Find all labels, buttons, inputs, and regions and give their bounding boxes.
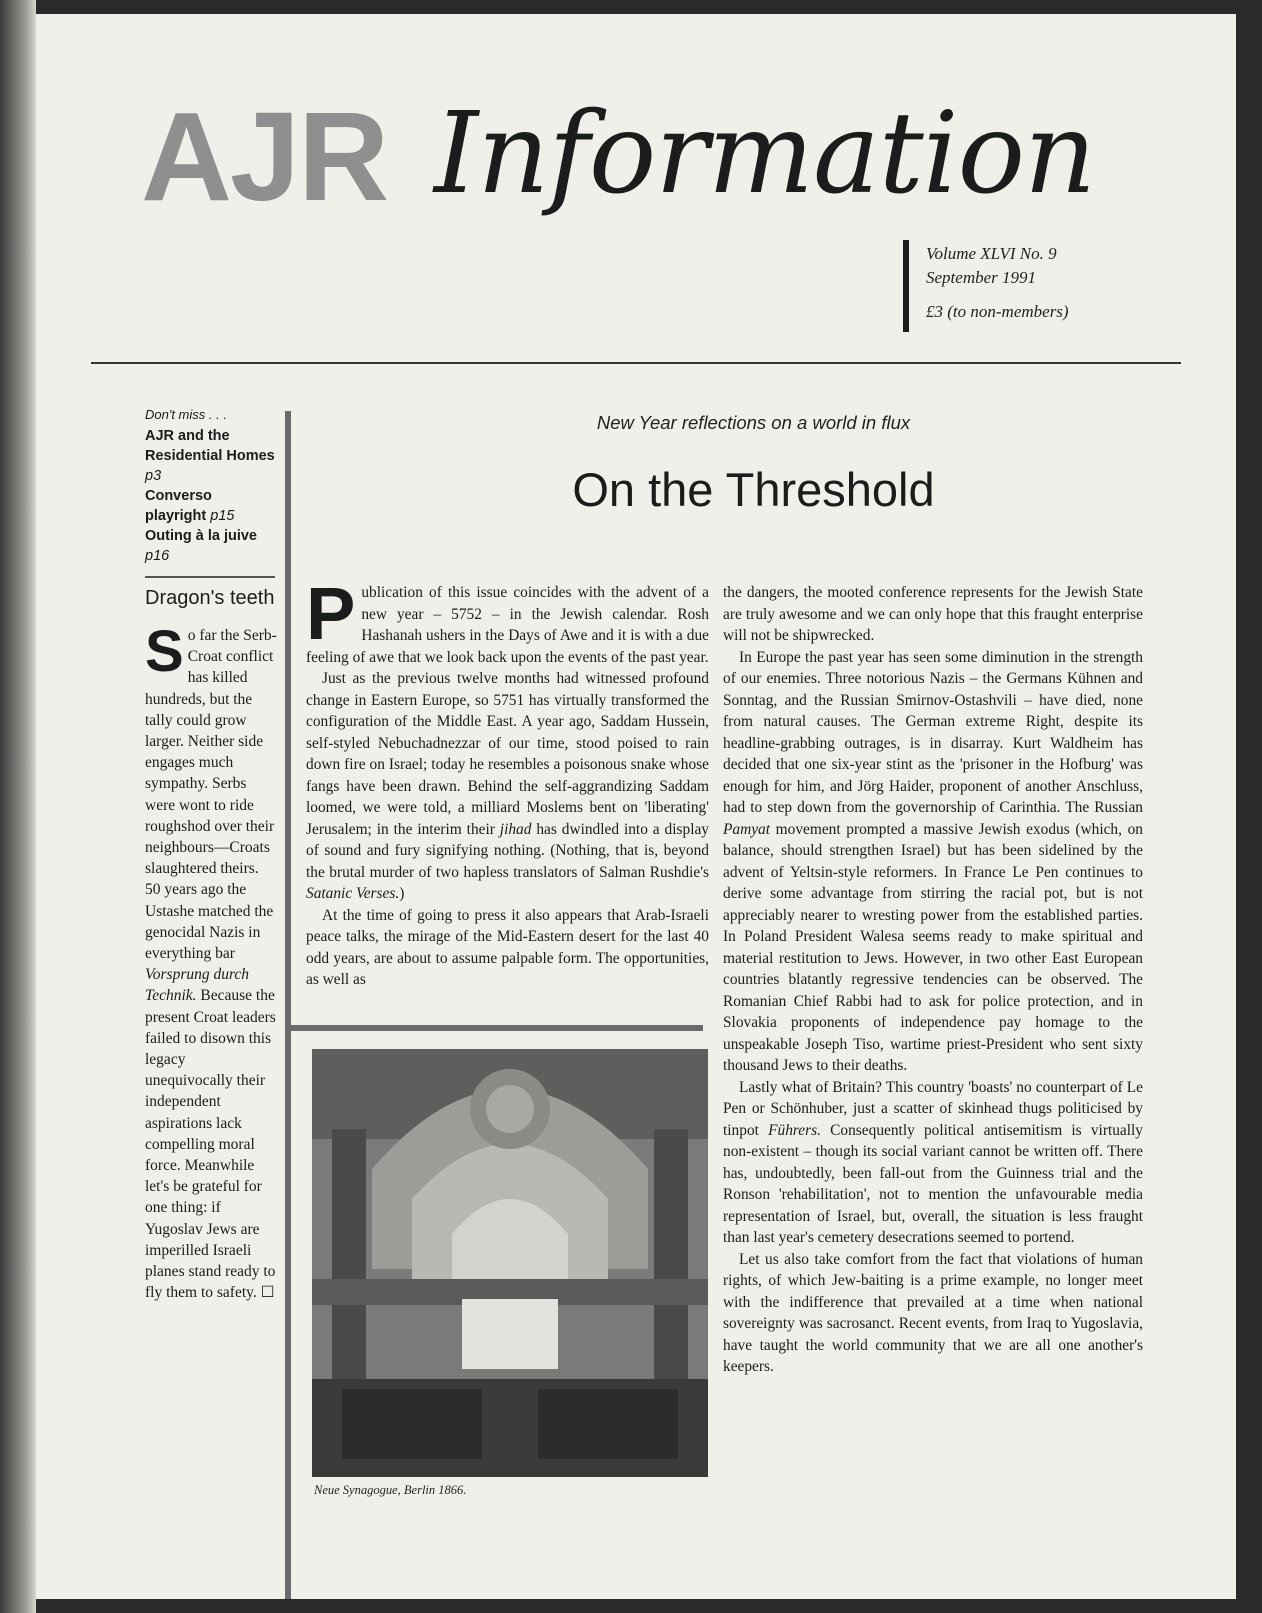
paragraph-text: Consequently political antisemitism is virtually non-existent – though its social variant cannot be written off. There has, undoubtedly, been fall-out from the Guinness trial and the Ronson 'rehabilitation', not to mention the unfavourable media representation of Israel, but, overall, the situation is less fraught than last year's cemetery desecrations seemed to portend.	[723, 1121, 1143, 1246]
paragraph-italic: Satanic Verses.	[306, 885, 400, 902]
volume-number: Volume XLVI No. 9	[926, 244, 1057, 263]
dont-miss-page: p15	[210, 508, 235, 524]
dont-miss-title: Outing à la juive	[145, 528, 257, 544]
paragraph-text: ublication of this issue coincides with the advent of a new year – 5752 – in the Jewish calendar. Rosh Hashanah ushers in the Days of Awe and it is with a due feeling of awe that we look back upon the events of the past year.	[306, 584, 709, 666]
dont-miss-page: p16	[145, 548, 170, 564]
paragraph-text: the dangers, the mooted conference represents for the Jewish State are truly awesome and we can only hope that this fraught enterprise will not be shipwrecked.	[723, 584, 1143, 644]
paragraph-text: Let us also take comfort from the fact that violations of human rights, of which Jew-baiting is a prime example, no longer meet with the indifference that prevailed at a time when national sovereignty was sacrosanct. Recent events, from Iraq to Yugoslavia, have taught the world community that we are all one another's keepers.	[723, 1250, 1143, 1375]
volume-info	[926, 242, 1069, 324]
article-paragraph	[306, 572, 709, 668]
article-paragraph	[723, 1249, 1143, 1378]
dont-miss-label: Don't miss . . .	[145, 407, 227, 422]
photo-caption: Neue Synagogue, Berlin 1866.	[314, 1483, 467, 1497]
masthead-information: Information	[434, 89, 1096, 219]
column-dropcap: S	[145, 619, 184, 684]
paragraph-text: Lastly what of Britain? This country 'boasts' no counterpart of Le Pen or Schönhuber, just a scatter of skinhead thugs politicised by tinpot	[723, 1078, 1143, 1139]
dont-miss-page: p3	[145, 468, 162, 484]
paragraph-text: has dwindled into a display of sound and fury signifying nothing. (Nothing, that is, beyond the brutal murder of two hapless translators of Salman Rushdie's	[306, 820, 710, 881]
article-column-1	[306, 572, 710, 991]
binding-shadow	[0, 0, 36, 1613]
article-paragraph	[306, 905, 709, 991]
dont-miss-item	[145, 486, 277, 526]
column-title: Dragon's teeth	[145, 587, 275, 609]
paragraph-italic: Pamyat	[723, 820, 771, 838]
column-text-part: o far the Serb-Croat conflict has killed hundreds, but the tally could grow larger. Neither side engages much sympathy. Serbs were wont to ride roughshod over their neighbours—Croats slaughtered theirs. 50 years ago the Ustashe matched the genocidal Nazis in everything bar	[145, 627, 277, 963]
article-paragraph	[306, 668, 709, 905]
paragraph-text: In Europe the past year has seen some diminution in the strength of our enemies. Three notorious Nazis – the Germans Kühnen and Sonntag, and the Russian Smirnov-Ostashvili – have died, none from natural causes. The German extreme Right, despite its headline-grabbing outrages, is in disarray. Kurt Waldheim has decided that one six-year stint as the 'prisoner in the Hofburg' was enough for him, and Jörg Haider, proponent of another Anschluss, had to step down from the governorship of Carinthia. The Russian	[723, 648, 1143, 816]
sidebar-rule	[145, 576, 275, 578]
dont-miss-title: Converso playright	[145, 488, 212, 524]
article-paragraph	[723, 582, 1143, 647]
dont-miss-item	[145, 526, 277, 566]
masthead-rule	[91, 362, 1181, 364]
dont-miss-item	[145, 426, 277, 486]
paragraph-italic: jihad	[499, 820, 532, 838]
article-headline: On the Threshold	[572, 463, 935, 516]
column-text-italic: Vorsprung durch Technik.	[145, 966, 250, 1005]
volume-bar	[903, 240, 909, 332]
issue-date: September 1991	[926, 268, 1037, 287]
synagogue-engraving-image	[312, 1049, 708, 1477]
article-kicker: New Year reflections on a world in flux	[596, 412, 911, 433]
paragraph-text: Just as the previous twelve months had witnessed profound change in Eastern Europe, so 5751 has virtually transformed the configuration of the Middle East. A year ago, Saddam Hussein, self-styled Nebuchadnezzar of our time, stood poised to rain down fire on Israel; today he resembles a poisonous snake whose fangs have been drawn. Behind the self-aggrandizing Saddam loomed, we were told, a milliard Moslems bent on 'liberating' Jerusalem; in the interim their	[306, 670, 709, 838]
photo-top-rule	[285, 1025, 703, 1031]
column-text-part: Because the present Croat leaders failed to disown this legacy unequivocally their independent aspirations lack compelling moral force. Meanwhile let's be grateful for one thing: if Yugoslav Jews are imperilled Israeli planes stand ready to fly them to safety. ☐	[145, 987, 276, 1302]
article-column-2	[723, 582, 1143, 1378]
article-dropcap: P	[306, 572, 356, 655]
issue-price: £3 (to non-members)	[926, 302, 1069, 321]
column-text	[145, 619, 277, 1304]
masthead-ajr: AJR	[141, 86, 388, 227]
sidebar	[145, 407, 277, 1304]
paragraph-text: movement prompted a massive Jewish exodus (which, on balance, should strengthen Israel) but has been sidelined by the advent of Yeltsin-style reformers. In France Le Pen continues to derive some advantage from stirring the racial pot, but is not appreciably nearer to wresting power from the established parties. In Poland President Walesa seems ready to make spiritual and material restitution to Jews. However, in two other East European countries blatantly regressive tendencies can be observed. The Romanian Chief Rabbi had to ask for police protection, and in Slovakia proponents of independence pay homage to the unspeakable Joseph Tiso, wartime priest-President who sent sixty thousand Jews to their deaths.	[723, 820, 1143, 1074]
paragraph-text: At the time of going to press it also appears that Arab-Israeli peace talks, the mirage of the Mid-Eastern desert for the last 40 odd years, are about to assume palpable form. The opportunities, as well as	[306, 906, 709, 988]
dont-miss-title: AJR and the Residential Homes	[145, 428, 275, 464]
newspaper-page	[36, 14, 1236, 1599]
paragraph-italic: Führers.	[768, 1121, 821, 1139]
paragraph-text: )	[399, 885, 405, 902]
article-paragraph	[723, 1077, 1143, 1249]
sidebar-divider	[285, 411, 291, 1599]
article-paragraph	[723, 647, 1143, 1077]
